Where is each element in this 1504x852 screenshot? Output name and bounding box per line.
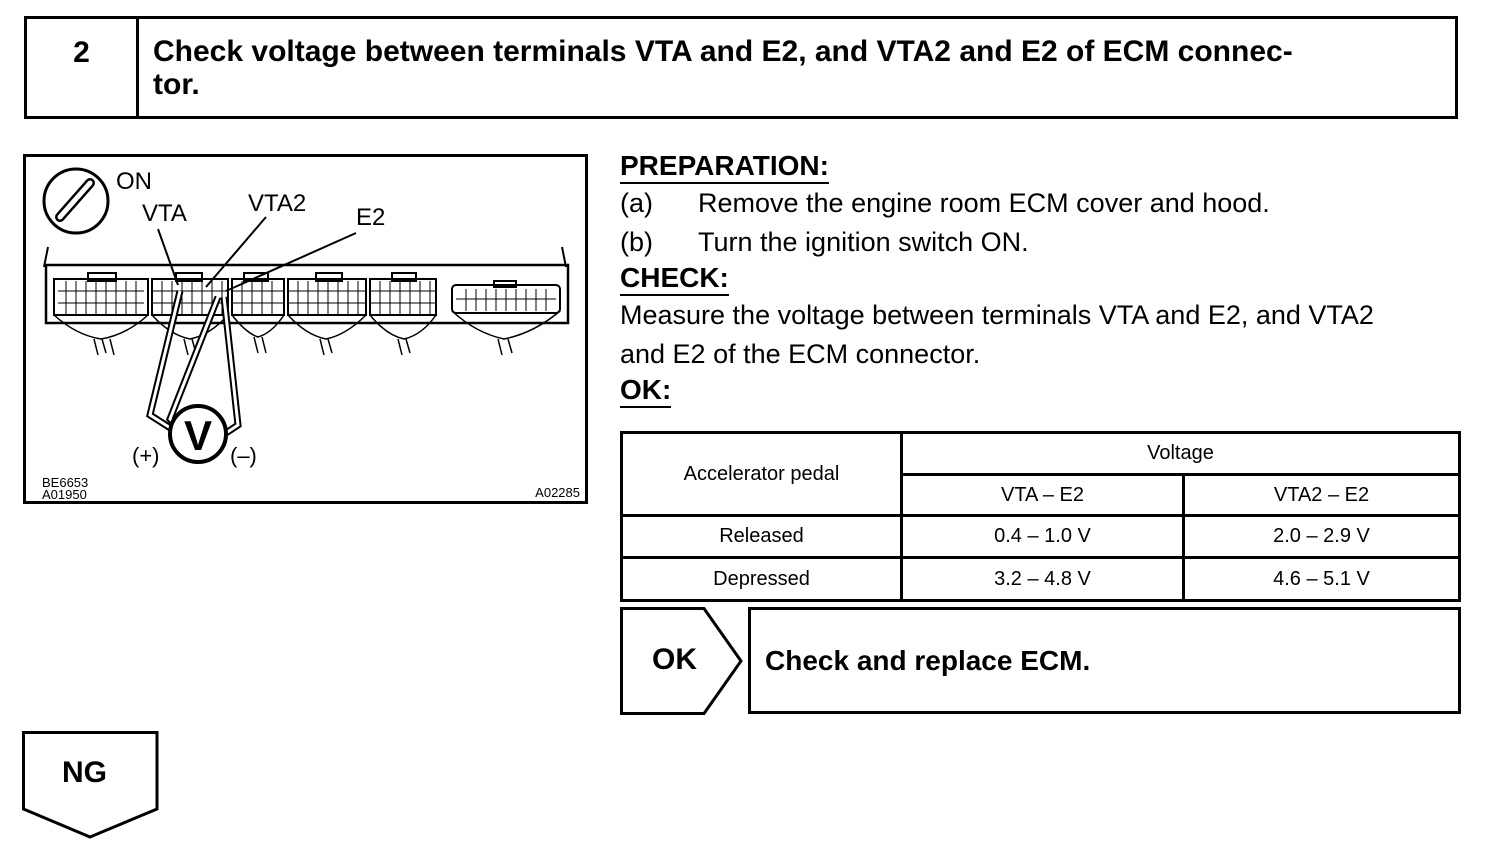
- voltage-spec-table: [620, 431, 1461, 602]
- ok-action-text: Check and replace ECM.: [765, 644, 1091, 676]
- label-plus: (+): [132, 443, 160, 468]
- label-vta2: VTA2: [248, 190, 307, 217]
- ignition-key-icon: [44, 169, 108, 233]
- step-title-line2: tor.: [153, 68, 200, 101]
- prep-item-a-label: (a): [620, 188, 653, 218]
- prep-item-a-text: Remove the engine room ECM cover and hood.: [698, 188, 1270, 218]
- cell-vta2: 2.0 – 2.9 V: [1184, 516, 1460, 558]
- ok-label: OK: [652, 643, 697, 676]
- ok-action-box: [748, 607, 1461, 714]
- ok-heading: OK:: [620, 374, 671, 408]
- prep-item-b-text: Turn the ignition switch ON.: [698, 227, 1029, 257]
- step-number: 2: [27, 19, 139, 116]
- label-minus: (–): [230, 443, 257, 468]
- cell-pedal: Depressed: [622, 558, 902, 601]
- ecm-connector-illustration: [23, 154, 588, 504]
- check-line2: and E2 of the ECM connector.: [620, 339, 981, 369]
- prep-item-b-label: (b): [620, 227, 653, 257]
- instructions: [620, 150, 1465, 408]
- label-on: ON: [116, 168, 152, 195]
- col-header-voltage: Voltage: [902, 433, 1460, 475]
- col-header-vta: VTA – E2: [902, 475, 1184, 516]
- preparation-heading: PREPARATION:: [620, 150, 829, 184]
- prep-item-a: [620, 184, 1465, 223]
- cell-vta: 0.4 – 1.0 V: [902, 516, 1184, 558]
- check-heading: CHECK:: [620, 262, 729, 296]
- col-header-vta2: VTA2 – E2: [1184, 475, 1460, 516]
- col-header-pedal: Accelerator pedal: [622, 433, 902, 516]
- table-row: [622, 516, 1460, 558]
- ng-label: NG: [62, 756, 107, 789]
- step-title: [139, 19, 1455, 116]
- label-vta: VTA: [142, 200, 187, 227]
- voltmeter-icon: [170, 406, 226, 462]
- cell-vta2: 4.6 – 5.1 V: [1184, 558, 1460, 601]
- figure-code-1: BE6653: [42, 475, 89, 490]
- prep-item-b: [620, 223, 1465, 262]
- voltmeter-symbol: V: [183, 412, 213, 459]
- figure-code-2: A01950: [42, 487, 87, 501]
- figure-code-3: A02285: [535, 485, 580, 500]
- step-title-line1: Check voltage between terminals VTA and E2, and VTA2 and E2 of ECM connec-: [153, 35, 1293, 68]
- label-e2: E2: [356, 204, 386, 231]
- ecm-diagram: [26, 157, 585, 501]
- check-line1: Measure the voltage between terminals VTA and E2, and VTA2: [620, 300, 1374, 330]
- cell-vta: 3.2 – 4.8 V: [902, 558, 1184, 601]
- cell-pedal: Released: [622, 516, 902, 558]
- table-row: [622, 558, 1460, 601]
- step-header: [24, 16, 1458, 119]
- ecm-connector-block: [44, 247, 568, 355]
